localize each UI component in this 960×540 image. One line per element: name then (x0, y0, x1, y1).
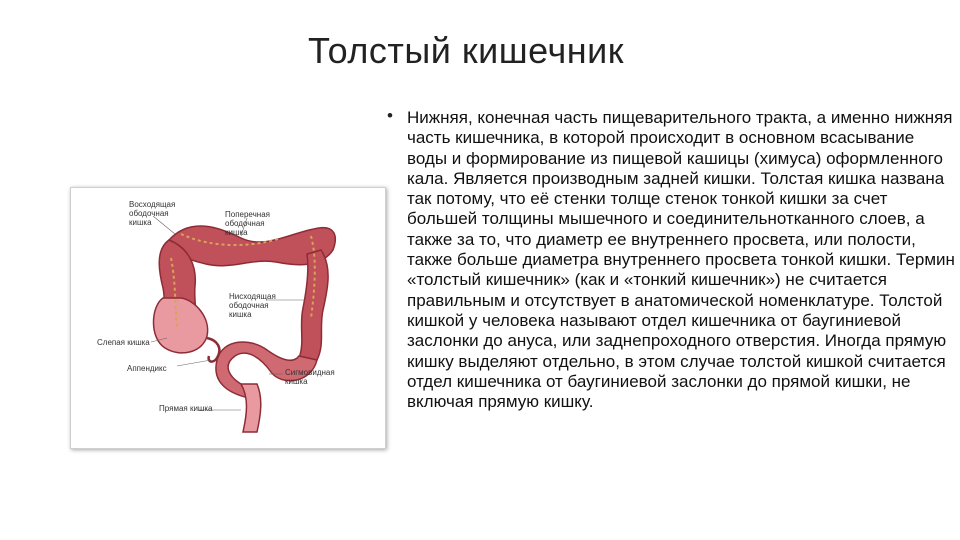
descending-colon (299, 250, 328, 360)
label-appendix: Аппендикс (127, 364, 167, 373)
label-cecum: Слепая кишка (97, 338, 150, 347)
cecum (154, 298, 208, 353)
bullet-marker: • (387, 106, 393, 125)
body-paragraph: Нижняя, конечная часть пищеварительного тракта, а именно нижняя часть кишечника, в которой происходит в основном всасывание воды и формирование из пищевой кашицы (химуса) оформленного кала. Является производным задней кишки. Толстая кишка названа так потому, что её стенки толще стенок тонкой кишки за счет большей толщины мышечного и соединительнотканного слоев, а также за то, что диаметр ее внутреннего просвета, или полости, также больше диаметра внутреннего просвета тонкой кишки. Термин «толстый кишечник» (как и «тонкий кишечник») не считается правильным и отсутствует в анатомической номенклатуре. Толстой кишкой у человека называют отдел кишечника от баугиниевой заслонки до ануса, или заднепроходного отверстия. Иногда прямую кишку выделяют отдельно, в этом случае толстой кишкой считается отдел кишечника от баугиниевой заслонки до прямой кишки, не включая прямую кишку. (407, 108, 955, 412)
label-descending-colon: Нисходящая ободочная кишка (229, 292, 276, 319)
rectum (241, 384, 261, 432)
label-sigmoid-colon: Сигмовидная кишка (285, 368, 335, 386)
colon-anatomy-figure (70, 187, 386, 449)
slide-title: Толстый кишечник (308, 30, 624, 71)
label-transverse-colon: Поперечная ободочная кишка (225, 210, 270, 237)
appendix (207, 338, 219, 362)
label-rectum: Прямая кишка (159, 404, 213, 413)
label-ascending-colon: Восходящая ободочная кишка (129, 200, 176, 227)
